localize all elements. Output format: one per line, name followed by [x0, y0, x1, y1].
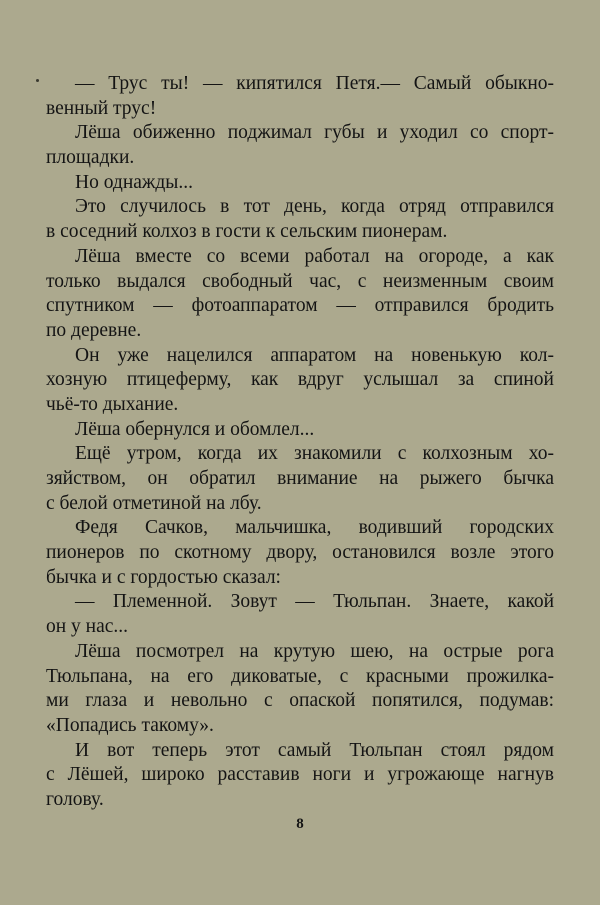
text-line: зяйством, он обратил внимание на рыжего бычка: [46, 468, 554, 489]
text-line: Лёша обернулся и обомлел...: [75, 418, 315, 440]
text-line: Тюльпана, на его диковатые, с красными прожилка-: [46, 665, 554, 687]
text-line: «Попадись такому».: [46, 714, 214, 736]
text-line: бычка и с гордостью сказал:: [46, 566, 281, 588]
text-line: Федя Сачков, мальчишка, водивший городских: [75, 517, 554, 539]
text-line: пионеров по скотному двору, остановился возле этого: [46, 542, 554, 564]
text-line: Он уже нацелился аппаратом на новенькую кол-: [75, 344, 554, 366]
text-line: в соседний колхоз в гости к сельским пионерам.: [46, 221, 448, 243]
text-line: спутником — фотоаппаратом — отправился бродить: [46, 295, 554, 317]
text-line: — Племенной. Зовут — Тюльпан. Знаете, какой: [75, 591, 554, 613]
text-line: площадки.: [46, 147, 135, 169]
text-line: чьё-то дыхание.: [46, 393, 179, 415]
text-line: венный трус!: [46, 97, 157, 119]
text-line: ми глаза и невольно с опаской попятился, подумав:: [46, 690, 554, 712]
text-line: — Трус ты! — кипятился Петя.— Самый обыкно-: [75, 73, 554, 94]
text-line: Но однажды...: [75, 171, 194, 193]
text-line: Лёша обиженно поджимал губы и уходил со спорт-: [75, 122, 554, 144]
print-speck: [36, 79, 39, 82]
text-line: Ещё утром, когда их знакомили с колхозным хо-: [75, 443, 554, 465]
text-line: И вот теперь этот самый Тюльпан стоял рядом: [75, 739, 554, 761]
text-line: по деревне.: [46, 319, 142, 341]
text-line: хозную птицеферму, как вдруг услышал за спиной: [46, 369, 554, 391]
text-line: Лёша посмотрел на крутую шею, на острые рога: [75, 640, 554, 662]
text-line: только выдался свободный час, с неизменным своим: [46, 270, 554, 292]
text-line: Лёша вместе со всеми работал на огороде, а как: [75, 245, 554, 267]
text-line: голову.: [46, 788, 104, 810]
text-line: с Лёшей, широко расставив ноги и угрожающе нагнув: [46, 764, 554, 786]
body-text: [46, 72, 554, 813]
text-line: Это случилось в тот день, когда отряд отправился: [75, 196, 554, 218]
text-line: с белой отметиной на лбу.: [46, 492, 262, 514]
text-line: он у нас...: [46, 616, 129, 638]
page-number: 8: [296, 816, 304, 832]
